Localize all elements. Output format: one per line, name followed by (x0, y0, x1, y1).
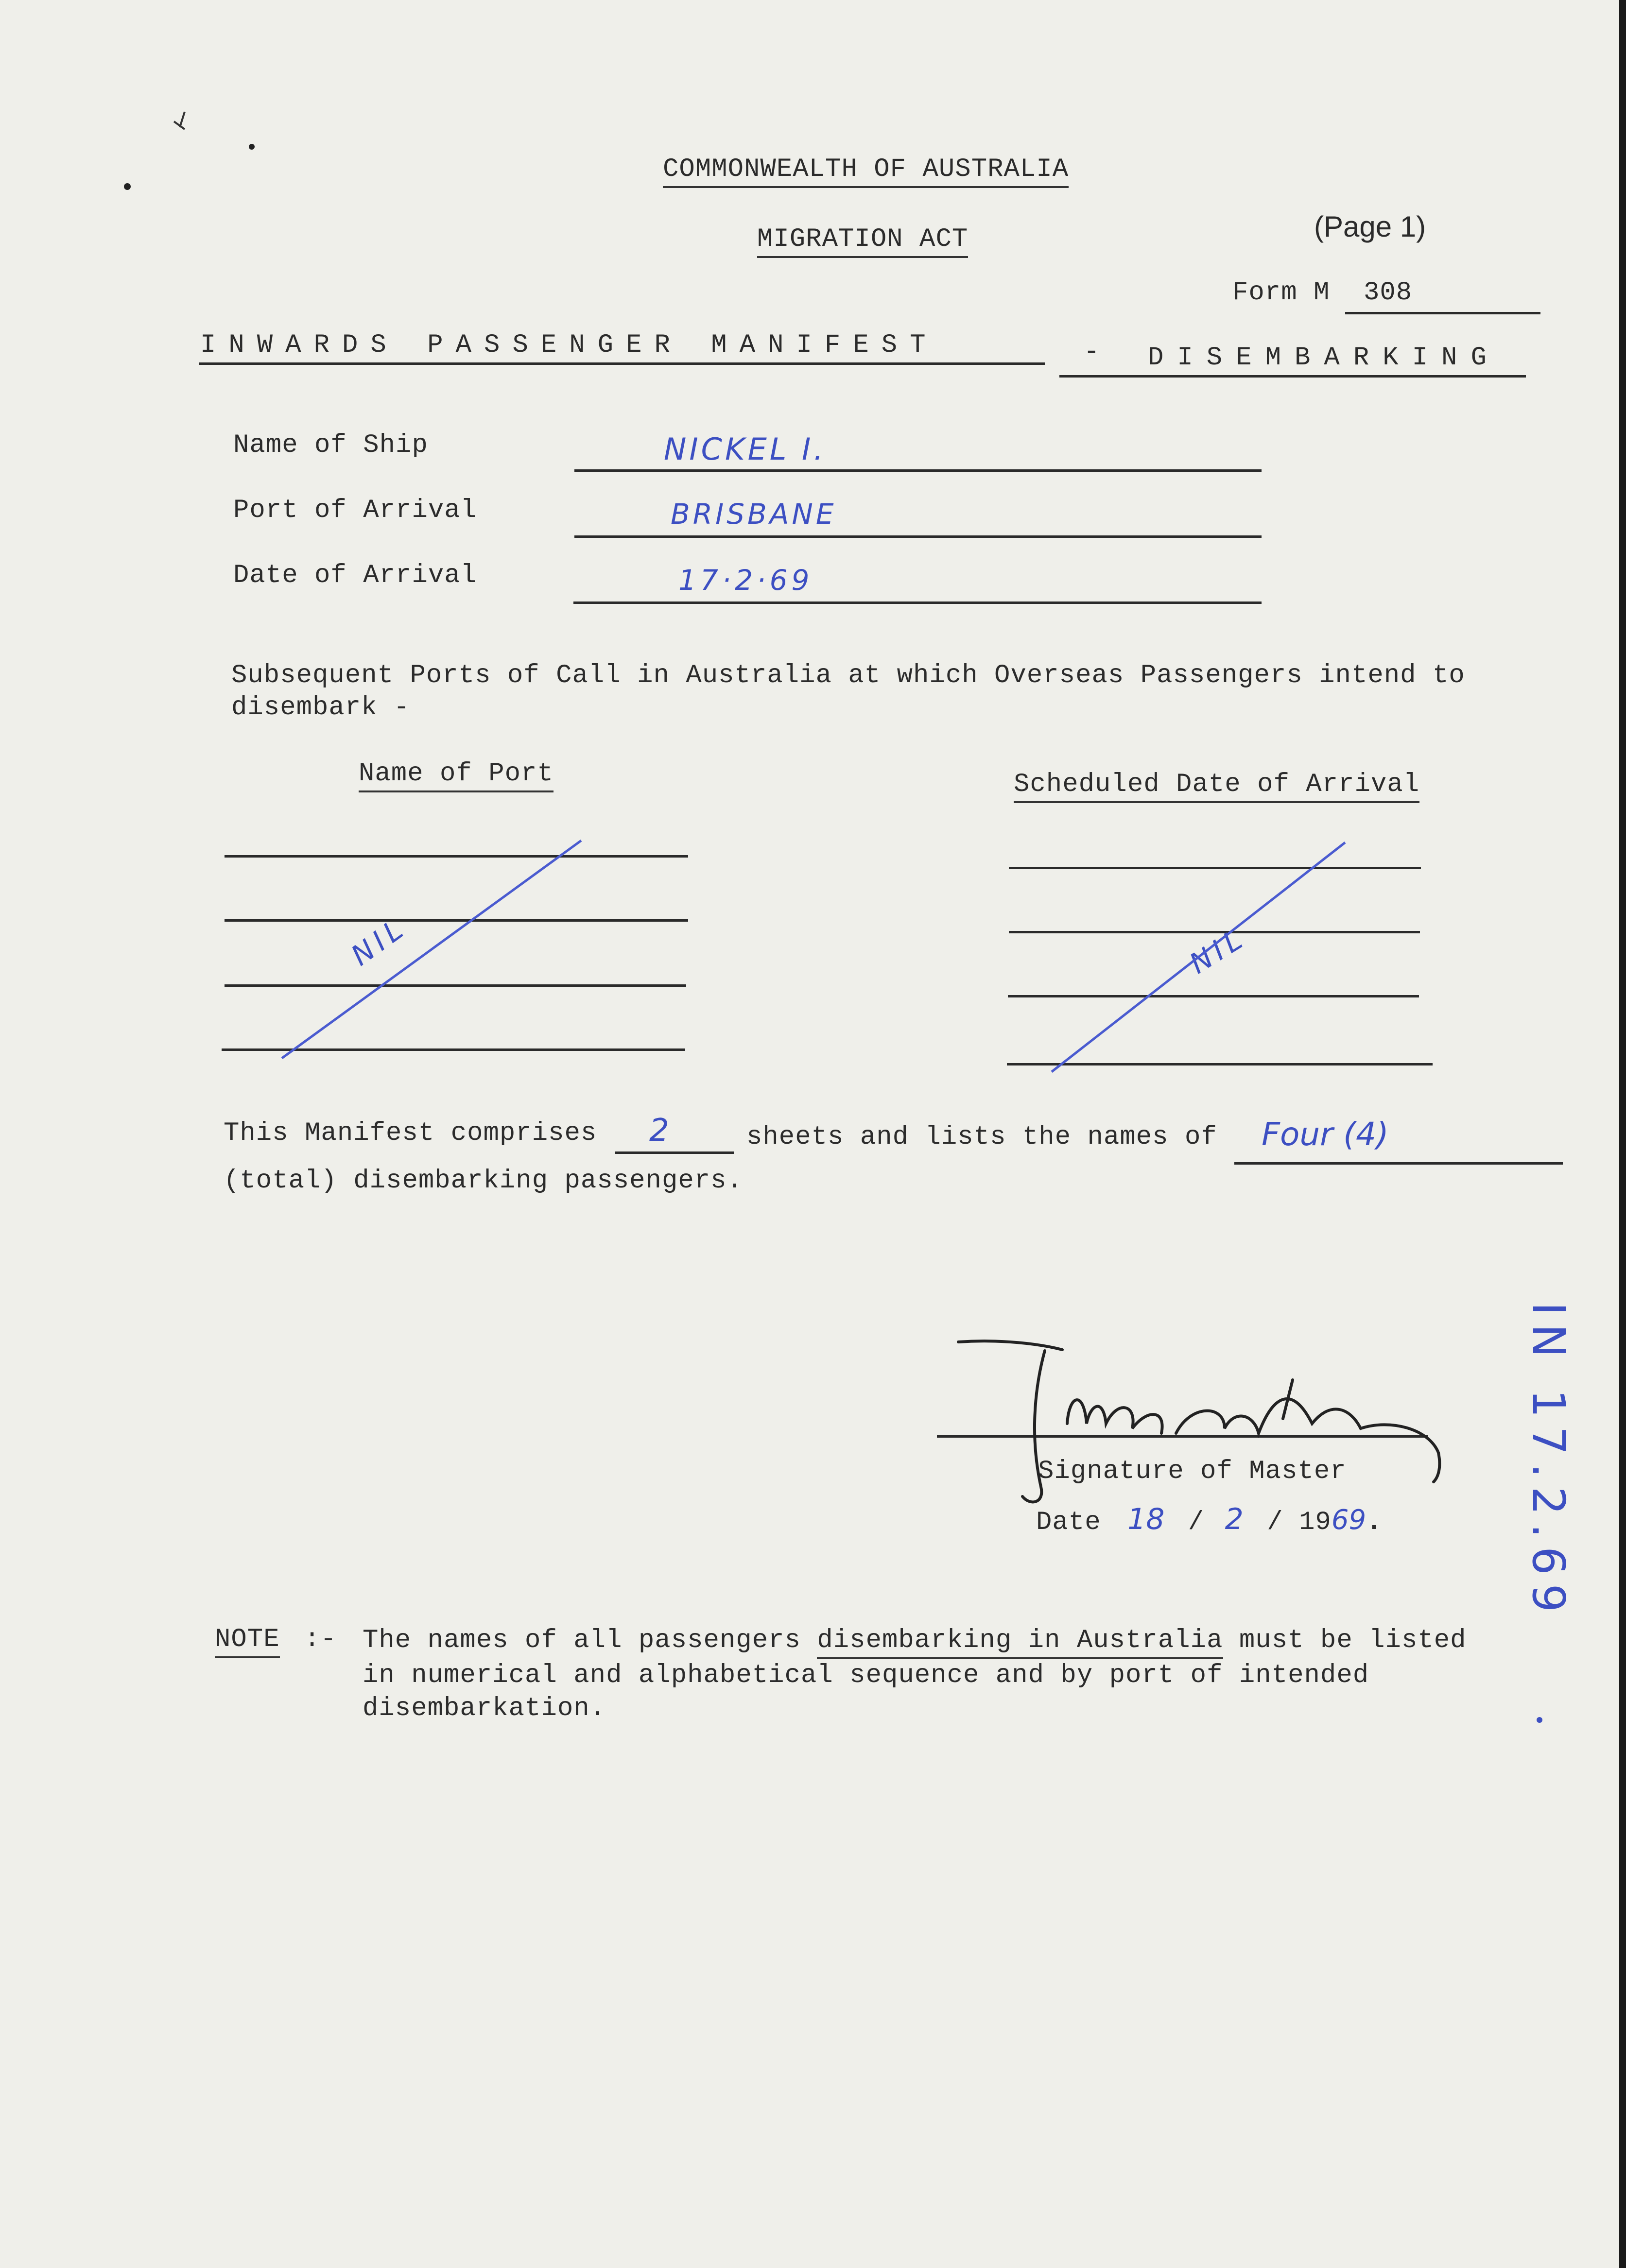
note-separator: :- (304, 1625, 337, 1654)
manifest-text-1: This Manifest comprises (224, 1118, 597, 1148)
manifest-text-3: (total) disembarking passengers. (224, 1166, 743, 1196)
port-label: Port of Arrival (233, 496, 477, 525)
form-number: 308 (1364, 278, 1413, 308)
signature-date-label: Date (1036, 1508, 1101, 1537)
note-text-1-underlined: disembarking in Australia (817, 1626, 1223, 1659)
port-value: BRISBANE (671, 498, 837, 531)
margin-note: IN 17.2.69 (1522, 1302, 1574, 1621)
signature-label: Signature of Master (1038, 1457, 1347, 1486)
signature-date-year-prefix: 19 (1299, 1508, 1332, 1537)
title-disembarking: DISEMBARKING (1148, 343, 1500, 373)
manifest-names-count: Four (4) (1262, 1116, 1389, 1153)
ink-dot (249, 144, 255, 150)
name-of-port-heading: Name of Port (359, 759, 554, 792)
signature-date-end: . (1366, 1508, 1383, 1537)
subsequent-line-2: disembark - (231, 693, 410, 722)
signature-date-year-hand: 69 (1331, 1504, 1367, 1536)
note-line-3: disembarkation. (363, 1694, 606, 1723)
subsequent-line-1: Subsequent Ports of Call in Australia at which Overseas Passengers intend to (231, 661, 1465, 690)
master-signature-icon (958, 1341, 1439, 1502)
margin-dot (1537, 1717, 1542, 1723)
signature-date-row: Date 18 / 2 / 1969. (1036, 1502, 1383, 1537)
ship-label: Name of Ship (233, 430, 428, 460)
note-line-2: in numerical and alphabetical sequence and by port of intended (363, 1661, 1369, 1690)
act-heading: MIGRATION ACT (757, 224, 968, 258)
note-text-1a: The names of all passengers (363, 1626, 801, 1655)
ink-dot-2 (124, 183, 131, 190)
manifest-title: INWARDS PASSENGER MANIFEST (200, 330, 938, 360)
nil-mark-ports: NIL (345, 910, 413, 973)
authority-heading: COMMONWEALTH OF AUSTRALIA (663, 155, 1069, 188)
scheduled-date-heading: Scheduled Date of Arrival (1014, 770, 1419, 803)
signature-date-month: 2 (1225, 1502, 1244, 1536)
title-dash: - (1084, 337, 1100, 367)
signature-date-day: 18 (1127, 1502, 1165, 1536)
manifest-text-2: sheets and lists the names of (746, 1122, 1217, 1152)
nil-strike-dates (1052, 842, 1345, 1072)
corner-mark (174, 112, 185, 129)
manifest-sheets: 2 (649, 1113, 669, 1149)
page-number: (Page 1) (1314, 210, 1426, 243)
form-label: Form M (1232, 278, 1330, 308)
date-value: 17·2·69 (678, 564, 813, 597)
note-label: NOTE (215, 1625, 280, 1658)
note-text-1b: must be listed (1239, 1626, 1467, 1655)
date-label: Date of Arrival (233, 561, 477, 590)
ship-value: NICKEL I. (664, 431, 827, 467)
nil-strike-ports (282, 841, 581, 1058)
nil-mark-dates: NIL (1184, 920, 1252, 980)
